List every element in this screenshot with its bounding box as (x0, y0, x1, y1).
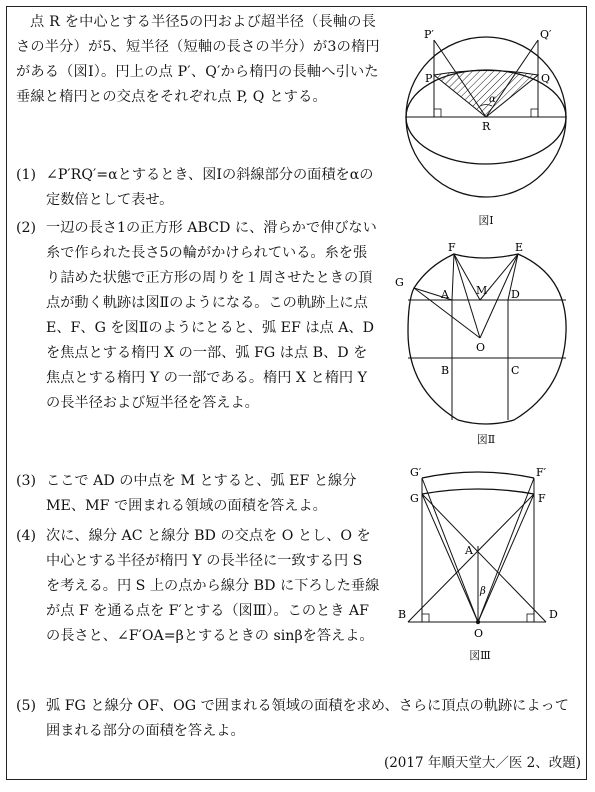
label-q-prime: Q′ (540, 28, 552, 41)
figure-3-caption: 図Ⅲ (469, 649, 491, 662)
question-5 (16, 694, 581, 744)
question-1 (16, 163, 380, 213)
question-2 (16, 216, 380, 416)
question-text: 次に、線分 AC と線分 BD の交点を O とし、O を中心とする半径が楕円 Y の長半径に一致する円 S を考える。円 S 上の点から線分 BD に下ろした垂線が点 F を通る点を F′とする（図Ⅲ）。このとき AF の長さと、∠F′OA=βとするときの sinβを答えよ。 (46, 528, 380, 644)
label-o: O (474, 627, 484, 640)
intro-text: 点 R を中心とする半径5の円および超半径（長軸の長さの半分）が5、短半径（短軸の長さの半分）が3の楕円がある（図Ⅰ）。円上の点 P′、Q′から楕円の長軸へ引いた垂線と楕円との交点をそれぞれ点 P, Q とする。 (16, 14, 380, 105)
label-g: G (395, 276, 404, 289)
segment-og (422, 494, 478, 622)
figure-1-diagram (394, 22, 584, 227)
figure-2-caption: 図Ⅱ (476, 433, 496, 446)
right-angle-mark (422, 614, 429, 622)
label-m: M (476, 284, 488, 297)
label-b: B (441, 364, 450, 377)
label-p-prime: P′ (424, 28, 434, 41)
source-citation: (2017 年順天堂大／医 2、改題) (383, 755, 581, 771)
label-g-prime: G′ (410, 466, 422, 479)
segment-dg (422, 494, 546, 622)
label-o: O (476, 341, 486, 354)
label-r: R (482, 120, 491, 133)
right-angle-mark (434, 109, 441, 117)
label-beta: β (480, 586, 486, 597)
label-d: D (549, 608, 558, 621)
question-text: ここで AD の中点を M とすると、弧 EF と線分 ME、MF で囲まれる領域の面積を答えよ。 (46, 473, 357, 514)
question-3 (16, 469, 380, 519)
right-angle-mark (531, 109, 538, 117)
figure-3 (394, 464, 584, 644)
question-number: (2) (16, 220, 37, 236)
label-q: Q (541, 72, 551, 85)
label-alpha: α (489, 94, 496, 105)
figure-1 (394, 22, 584, 227)
question-text: ∠P′RQ′=αとするとき、図Ⅰの斜線部分の面積をαの定数倍として表せ。 (46, 167, 374, 208)
label-f: F (538, 492, 546, 505)
label-b: B (398, 608, 407, 621)
hatched-region (434, 71, 538, 118)
question-number: (3) (16, 473, 37, 489)
label-a: A (441, 288, 449, 301)
figure-1-caption: 図Ⅰ (478, 214, 494, 227)
label-g: G (410, 492, 419, 505)
question-text: 弧 FG と線分 OF、OG で囲まれる領域の面積を求め、さらに頂点の軌跡によって囲まれる部分の面積を答えよ。 (46, 698, 569, 739)
right-angle-mark (527, 614, 534, 622)
label-f-prime: F′ (536, 466, 547, 479)
segment-of (478, 494, 534, 622)
label-f: F (448, 241, 456, 254)
figure-3-diagram (394, 464, 584, 644)
question-number: (1) (16, 167, 37, 183)
label-a: A (465, 544, 473, 557)
question-text: 一辺の長さ1の正方形 ABCD に、滑らかで伸びない糸で作られた長さ5の輪がかけられている。糸を張り詰めた状態で正方形の周りを１周させたときの頂点が動く軌跡は図Ⅱのようになる。この軌跡上に点 E、F、G を図Ⅱのようにとると、弧 EF は点 A、D を焦点とする楕円 X の一部、弧 FG は点 B、D を焦点とする楕円 Y の一部である。楕円 X と楕円 Y の長半径および短半径を答えよ。 (46, 220, 377, 411)
arc-fg (422, 489, 534, 494)
label-d: D (511, 288, 520, 301)
question-number: (5) (16, 698, 37, 714)
label-e: E (515, 241, 524, 254)
locus-curve (408, 254, 566, 424)
label-p: P (425, 72, 433, 85)
figure-2-diagram (394, 240, 584, 430)
arc-circle-s (422, 472, 534, 478)
segment (452, 254, 454, 300)
question-number: (4) (16, 528, 37, 544)
point-o (476, 620, 480, 624)
figure-2 (394, 240, 584, 430)
question-4 (16, 524, 380, 649)
label-c: C (511, 364, 520, 377)
